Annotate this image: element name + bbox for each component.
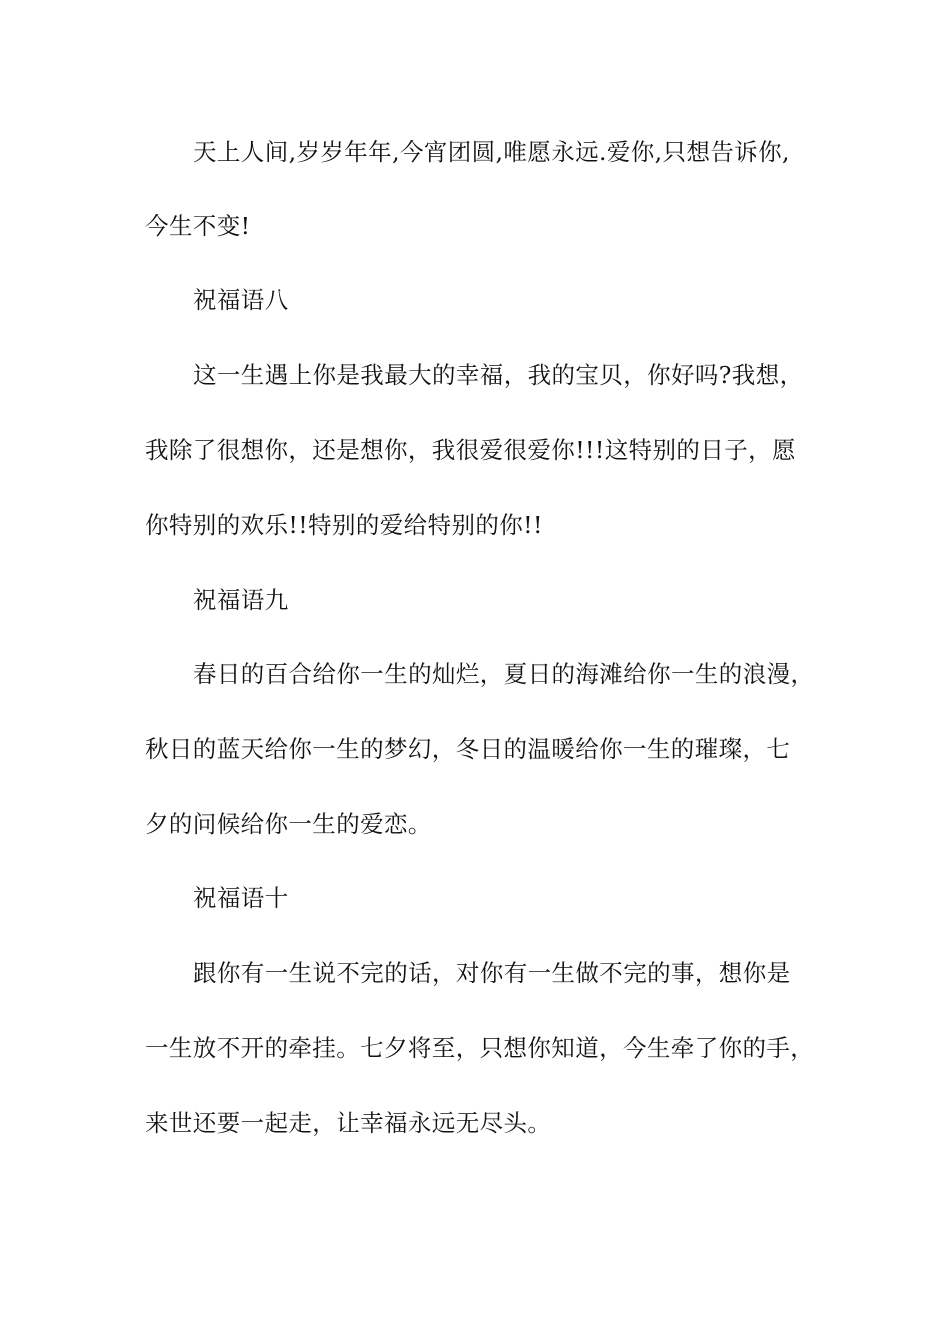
section-heading: 祝福语十	[193, 884, 289, 912]
paragraph-line: 夕的问候给你一生的爱恋。	[145, 810, 432, 838]
paragraph-line: 这一生遇上你是我最大的幸福，我的宝贝，你好吗?我想，	[193, 361, 804, 389]
paragraph-line: 跟你有一生说不完的话，对你有一生做不完的事，想你是	[193, 959, 791, 987]
section-heading: 祝福语八	[193, 286, 289, 314]
paragraph-line: 你特别的欢乐!!特别的爱给特别的你!!	[145, 511, 543, 539]
paragraph-line: 今生不变!	[145, 212, 251, 240]
paragraph-line: 我除了很想你，还是想你，我很爱很爱你!!!这特别的日子，愿	[145, 436, 796, 464]
section-heading: 祝福语九	[193, 586, 289, 614]
paragraph-line: 来世还要一起走，让幸福永远无尽头。	[145, 1109, 552, 1137]
paragraph-line: 一生放不开的牵挂。七夕将至，只想你知道，今生牵了你的手，	[145, 1034, 815, 1062]
paragraph-line: 春日的百合给你一生的灿烂，夏日的海滩给你一生的浪漫，	[193, 660, 815, 688]
paragraph-line: 秋日的蓝天给你一生的梦幻，冬日的温暖给你一生的璀璨，七	[145, 735, 791, 763]
paragraph-line: 天上人间,岁岁年年,今宵团圆,唯愿永远.爱你,只想告诉你,	[193, 138, 790, 166]
